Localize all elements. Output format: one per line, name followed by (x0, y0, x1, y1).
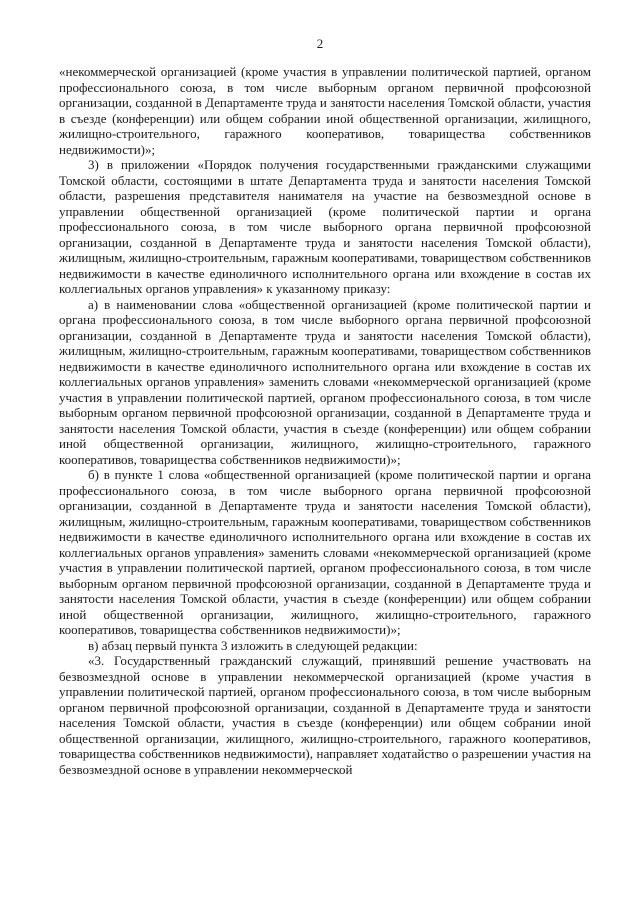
paragraph-item-3: 3) в приложении «Порядок получения государственными гражданскими служащими Томской области, состоящими в штате Департамента труда и занятости населения Томской области, разрешения представителя нанимателя на участие на безвозмездной основе в управлении общественной организацией (кроме политической партии и органа профессионального союза, в том числе выборного органа первичной профсоюзной организации, созданной в Департаменте труда и занятости населения Томской области), жилищным, жилищно-строительным, гаражным кооперативами, товариществом собственников недвижимости в качестве единоличного исполнительного органа или вхождение в состав их коллегиальных органов управления» к указанному приказу: (59, 157, 591, 296)
paragraph-subitem-v: в) абзац первый пункта 3 изложить в следующей редакции: (88, 637, 418, 653)
document-body (59, 64, 591, 777)
paragraph-continuation: «некоммерческой организацией (кроме участия в управлении политической партией, органом профессионального союза, в том числе выборным органом первичной профсоюзной организации, созданной в Департаменте труда и занятости населения Томской области, участия в съезде (конференции) или общем собрании иной общественной организации, жилищного, жилищно-строительного, гаражного кооперативов, товарищества собственников недвижимости)»; (59, 64, 591, 157)
paragraph-new-wording: «3. Государственный гражданский служащий, принявший решение участвовать на безвозмездной основе в управлении некоммерческой организацией (кроме участия в управлении политической партией, органом профессионального союза, в том числе выборным органом первичной профсоюзной организации, созданной в Департаменте труда и занятости населения Томской области, участия в съезде (конференции) или общем собрании иной общественной организации, жилищного, жилищно-строительного, гаражного кооперативов, товарищества собственников недвижимости), направляет ходатайство о разрешении участия на безвозмездной основе в управлении некоммерческой (59, 653, 591, 777)
paragraph-subitem-a: а) в наименовании слова «общественной организацией (кроме политической партии и органа профессионального союза, в том числе выборного органа первичной профсоюзной организации, созданной в Департаменте труда и занятости населения Томской области), жилищным, жилищно-строительным, гаражным кооперативами, товариществом собственников недвижимости в качестве единоличного исполнительного органа или вхождение в состав их коллегиальных органов управления» заменить словами «некоммерческой организацией (кроме участия в управлении политической партией, органом профессионального союза, в том числе выборным органом первичной профсоюзной организации, созданной в Департаменте труда и занятости населения Томской области, участия в съезде (конференции) или общем собрании иной общественной организации, жилищного, жилищно-строительного, гаражного кооперативов, товарищества собственников недвижимости)»; (59, 296, 591, 467)
paragraph-subitem-b: б) в пункте 1 слова «общественной организацией (кроме политической партии и органа профессионального союза, в том числе выборного органа первичной профсоюзной организации, созданной в Департаменте труда и занятости населения Томской области), жилищным, жилищно-строительным, гаражным кооперативами, товариществом собственников недвижимости в качестве единоличного исполнительного органа или вхождение в состав их коллегиальных органов управления» заменить словами «некоммерческой организацией (кроме участия в управлении политической партией, органом профессионального союза, в том числе выборным органом первичной профсоюзной организации, созданной в Департаменте труда и занятости населения Томской области, участия в съезде (конференции) или общем собрании иной общественной организации, жилищного, жилищно-строительного, гаражного кооперативов, товарищества собственников недвижимости)»; (59, 467, 591, 637)
page-number: 2 (316, 36, 324, 51)
